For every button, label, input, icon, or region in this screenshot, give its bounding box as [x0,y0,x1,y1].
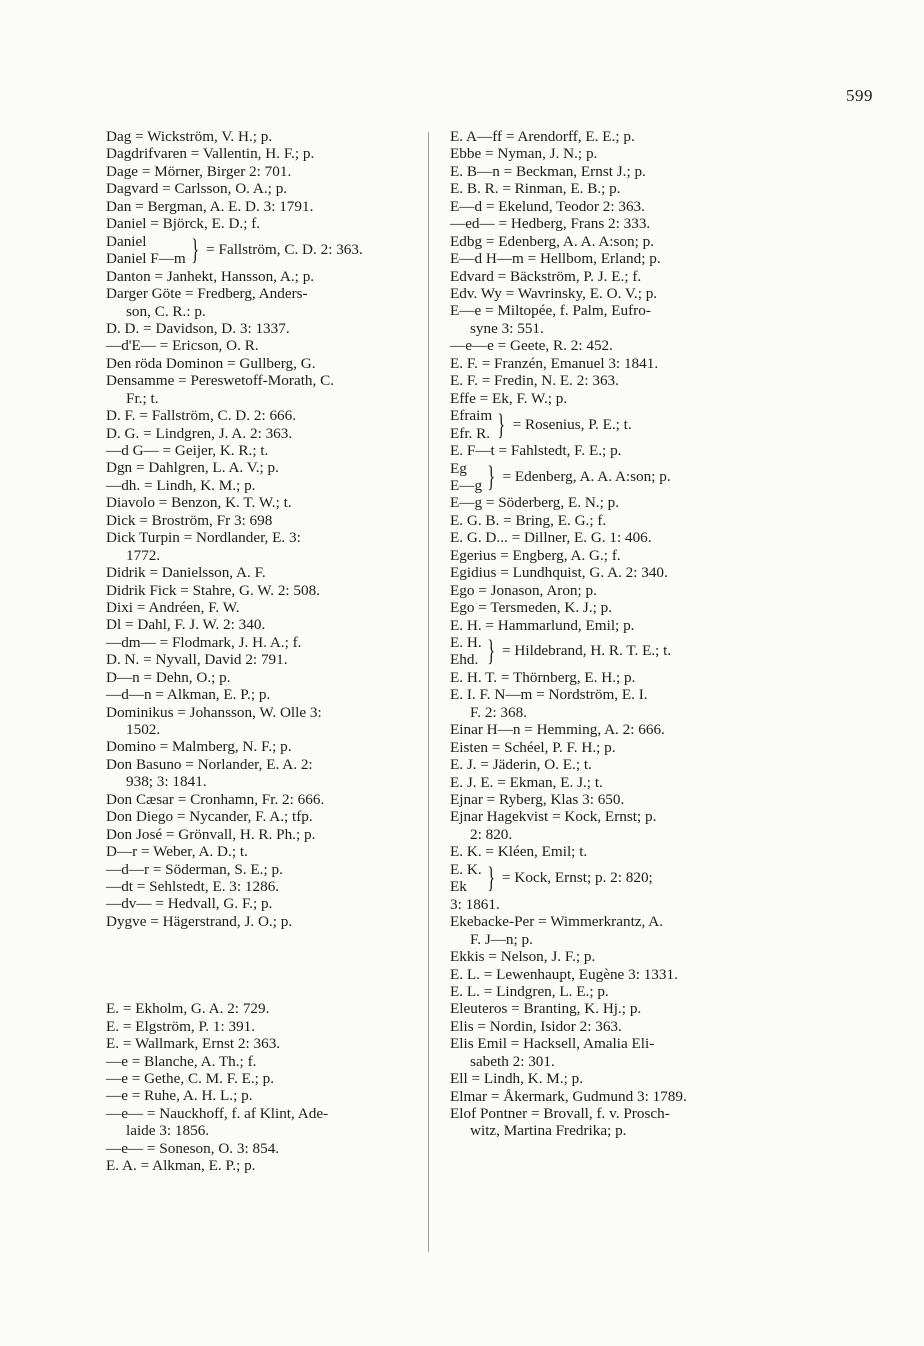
braced-target: = Edenberg, A. A. A:son; p. [502,467,671,485]
column-divider [428,132,429,1252]
index-entry: —e—e = Geete, R. 2: 452. [450,337,613,355]
index-entry: —e— = Nauckhoff, f. af Klint, Ade- [106,1104,329,1122]
index-entry: Elis = Nordin, Isidor 2: 363. [450,1017,622,1035]
index-entry: 3: 1861. [450,895,500,913]
index-entry: E. = Elgström, P. 1: 391. [106,1017,256,1035]
braced-target: = Rosenius, P. E.; t. [512,415,632,433]
index-entry: Eisten = Schéel, P. F. H.; p. [450,738,616,756]
index-entry: —dm— = Flodmark, J. H. A.; f. [106,633,302,651]
index-entry: E. G. D... = Dillner, E. G. 1: 406. [450,529,652,547]
index-entry: E—g = Söderberg, E. N.; p. [450,494,619,512]
index-entry: Ego = Jonason, Aron; p. [450,581,597,599]
index-entry: D. F. = Fallström, C. D. 2: 666. [106,407,297,425]
right-brace-glyph: } [497,407,506,441]
braced-entry [106,233,406,268]
index-entry: Don Basuno = Norlander, E. A. 2: [106,755,313,773]
index-entry: Ebbe = Nyman, J. N.; p. [450,145,598,163]
page-number: 599 [846,86,873,105]
index-entry: F. 2: 368. [470,703,528,721]
index-entry: Effe = Ek, F. W.; p. [450,389,568,407]
index-entry: Dagvard = Carlsson, O. A.; p. [106,180,288,198]
index-entry: Domino = Malmberg, N. F.; p. [106,738,292,756]
index-entry: syne 3: 551. [470,319,544,337]
index-entry: Danton = Janhekt, Hansson, A.; p. [106,267,315,285]
right-brace-glyph: } [190,233,199,267]
index-entry: E. L. = Lindgren, L. E.; p. [450,982,609,1000]
index-entry: 938; 3: 1841. [126,773,207,791]
index-entry: Edbg = Edenberg, A. A. A:son; p. [450,232,655,250]
index-entry: Dan = Bergman, A. E. D. 3: 1791. [106,197,314,215]
index-entry: Elmar = Åkermark, Gudmund 3: 1789. [450,1087,687,1105]
index-entry: Dick = Broström, Fr 3: 698 [106,511,273,529]
index-entry: Den röda Dominon = Gullberg, G. [106,354,316,372]
right-brace-glyph: } [486,634,495,668]
index-entry: Ekkis = Nelson, J. F.; p. [450,948,596,966]
braced-name: Ek [450,878,467,896]
braced-entry [450,407,750,442]
braced-name: Daniel [106,232,147,250]
index-entry: E—e = Miltopée, f. Palm, Eufro- [450,302,651,320]
braced-entry [450,459,750,494]
index-entry: E. L. = Lewenhaupt, Eugène 3: 1331. [450,965,678,983]
index-entry: E. I. F. N—m = Nordström, E. I. [450,686,648,704]
index-entry: E. B. R. = Rinman, E. B.; p. [450,180,621,198]
index-entry: Dominikus = Johansson, W. Olle 3: [106,703,322,721]
index-entry: E. H. = Hammarlund, Emil; p. [450,616,635,634]
index-entry: Daniel = Björck, E. D.; f. [106,215,261,233]
index-entry: Dag = Wickström, V. H.; p. [106,128,273,145]
index-entry: Eleuteros = Branting, K. Hj.; p. [450,1000,642,1018]
index-entry: sabeth 2: 301. [470,1052,555,1070]
index-entry: E. = Ekholm, G. A. 2: 729. [106,1000,270,1018]
index-entry: Ekebacke-Per = Wimmerkrantz, A. [450,913,664,931]
braced-target: = Kock, Ernst; p. 2: 820; [502,869,653,887]
index-entry: E. A—ff = Arendorff, E. E.; p. [450,128,635,145]
index-entry: Dagdrifvaren = Vallentin, H. F.; p. [106,145,315,163]
index-entry: E. A. = Alkman, E. P.; p. [106,1157,256,1175]
right-brace-glyph: } [487,459,496,493]
index-entry: 1502. [126,721,161,738]
index-entry: Dick Turpin = Nordlander, E. 3: [106,529,301,547]
right-brace-glyph: } [486,861,495,895]
index-entry: E. H. T. = Thörnberg, E. H.; p. [450,668,636,686]
index-entry: laide 3: 1856. [126,1122,210,1140]
index-entry: Diavolo = Benzon, K. T. W.; t. [106,494,292,512]
index-entry: D. D. = Davidson, D. 3: 1337. [106,319,290,337]
index-entry: Dl = Dahl, F. J. W. 2: 340. [106,616,266,634]
index-entry: D—n = Dehn, O.; p. [106,668,231,686]
index-entry: —d G— = Geijer, K. R.; t. [106,442,269,459]
index-entry: 1772. [126,546,161,564]
section-gap [106,930,406,1000]
index-entry: Ejnar = Ryberg, Klas 3: 650. [450,791,625,808]
braced-name: E—g [450,476,483,494]
index-entry: E. F. = Franzén, Emanuel 3: 1841. [450,354,659,372]
index-entry: E. B—n = Beckman, Ernst J.; p. [450,162,646,180]
index-entry: Don Diego = Nycander, F. A.; tfp. [106,808,313,826]
index-entry: D. G. = Lindgren, J. A. 2: 363. [106,424,293,442]
index-entry: Didrik Fick = Stahre, G. W. 2: 508. [106,581,321,599]
braced-target: = Fallström, C. D. 2: 363. [206,241,363,259]
index-entry: —d'E— = Ericson, O. R. [106,337,259,355]
index-entry: —e = Gethe, C. M. F. E.; p. [106,1070,275,1087]
index-entry: Egidius = Lundhquist, G. A. 2: 340. [450,564,668,582]
braced-name: Efraim [450,407,493,425]
index-entry: Darger Göte = Fredberg, Anders- [106,285,308,303]
right-column [450,128,750,1140]
index-entry: Didrik = Danielsson, A. F. [106,564,266,582]
index-entry: Edv. Wy = Wavrinsky, E. O. V.; p. [450,284,658,302]
braced-entry [450,861,750,896]
index-entry: son, C. R.: p. [126,302,206,320]
braced-name: Eg [450,459,467,477]
left-column [106,128,406,1175]
index-entry: Densamme = Pereswetoff-Morath, C. [106,372,335,390]
index-entry: E. J. E. = Ekman, E. J.; t. [450,773,603,791]
index-entry: E. K. = Kléen, Emil; t. [450,843,588,861]
index-entry: —dv— = Hedvall, G. F.; p. [106,895,273,913]
index-entry: —d—n = Alkman, E. P.; p. [106,686,271,704]
index-entry: —e— = Soneson, O. 3: 854. [106,1139,280,1157]
index-entry: E. J. = Jäderin, O. E.; t. [450,756,592,774]
braced-name: E. H. [450,634,482,651]
braced-name: Daniel F—m [106,250,186,268]
index-entry: witz, Martina Fredrika; p. [470,1122,627,1140]
index-entry: Elis Emil = Hacksell, Amalia Eli- [450,1035,655,1053]
index-entry: 2: 820. [470,825,513,843]
index-entry: Don José = Grönvall, H. R. Ph.; p. [106,825,316,843]
index-entry: E—d = Ekelund, Teodor 2: 363. [450,197,645,215]
braced-name: Efr. R. [450,424,491,442]
index-entry: Dgn = Dahlgren, L. A. V.; p. [106,459,279,477]
index-entry: D—r = Weber, A. D.; t. [106,843,248,861]
index-entry: Don Cæsar = Cronhamn, Fr. 2: 666. [106,790,325,808]
index-entry: E. = Wallmark, Ernst 2: 363. [106,1035,281,1053]
index-entry: —d—r = Söderman, S. E.; p. [106,860,283,878]
index-entry: Ego = Tersmeden, K. J.; p. [450,599,613,617]
index-entry: —dh. = Lindh, K. M.; p. [106,476,256,494]
index-entry: E. F—t = Fahlstedt, F. E.; p. [450,442,622,459]
index-entry: —e = Blanche, A. Th.; f. [106,1052,257,1070]
index-entry: E. F. = Fredin, N. E. 2: 363. [450,372,619,390]
index-entry: D. N. = Nyvall, David 2: 791. [106,651,288,669]
index-entry: E—d H—m = Hellbom, Erland; p. [450,250,661,268]
braced-name: E. K. [450,860,482,878]
index-entry: —e = Ruhe, A. H. L.; p. [106,1087,253,1105]
braced-target: = Hildebrand, H. R. T. E.; t. [502,642,672,660]
index-entry: Fr.; t. [126,389,159,407]
index-entry: Ell = Lindh, K. M.; p. [450,1070,584,1088]
index-entry: Dage = Mörner, Birger 2: 701. [106,162,292,180]
index-entry: Dixi = Andréen, F. W. [106,598,240,616]
index-entry: F. J—n; p. [470,930,533,948]
braced-entry [450,634,750,669]
index-entry: —dt = Sehlstedt, E. 3: 1286. [106,877,280,895]
index-entry: E. G. B. = Bring, E. G.; f. [450,511,607,529]
index-entry: Egerius = Engberg, A. G.; f. [450,546,621,564]
index-entry: Dygve = Hägerstrand, J. O.; p. [106,912,293,930]
index-entry: Ejnar Hagekvist = Kock, Ernst; p. [450,808,657,826]
index-entry: Edvard = Bäckström, P. J. E.; f. [450,267,642,285]
index-entry: —ed— = Hedberg, Frans 2: 333. [450,215,651,233]
braced-name: Ehd. [450,651,479,669]
index-entry: Elof Pontner = Brovall, f. v. Prosch- [450,1105,670,1122]
index-entry: Einar H—n = Hemming, A. 2: 666. [450,721,665,739]
